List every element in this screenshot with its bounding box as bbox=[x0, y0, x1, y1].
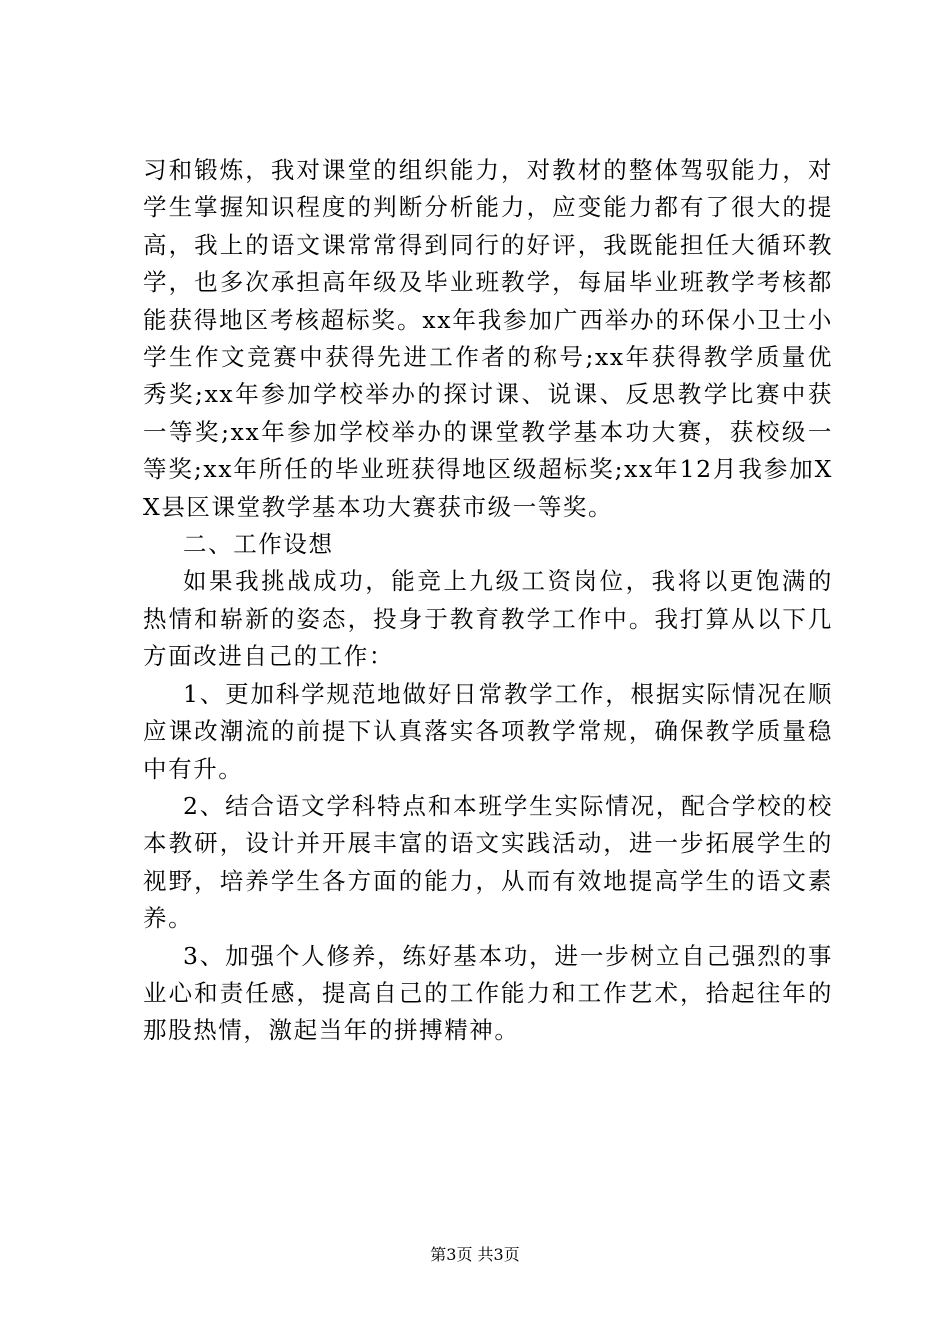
continuation-paragraph: 习和锻炼，我对课堂的组织能力，对教材的整体驾驭能力，对学生掌握知识程度的判断分析能力，应变能力都有了很大的提高，我上的语文课常常得到同行的好评，我既能担任大循环教学，也多次承担高年级及毕业班教学，每届毕业班教学考核都能获得地区考核超标奖。xx年我参加广西举办的环保小卫士小学生作文竞赛中获得先进工作者的称号;xx年获得教学质量优秀奖;xx年参加学校举办的探讨课、说课、反思教学比赛中获一等奖;xx年参加学校举办的课堂教学基本功大赛，获校级一等奖;xx年所任的毕业班获得地区级超标奖;xx年12月我参加XX县区课堂教学基本功大赛获市级一等奖。 bbox=[143, 156, 833, 521]
page-number-footer: 第3页 共3页 bbox=[430, 1245, 520, 1264]
plan-item-1: 1、更加科学规范地做好日常教学工作，根据实际情况在顺应课改潮流的前提下认真落实各项教学常规，确保教学质量稳中有升。 bbox=[143, 679, 833, 783]
intro-paragraph: 如果我挑战成功，能竞上九级工资岗位，我将以更饱满的热情和崭新的姿态，投身于教育教学工作中。我打算从以下几方面改进自己的工作： bbox=[143, 567, 833, 671]
section-heading: 二、工作设想 bbox=[183, 530, 334, 559]
plan-item-2: 2、结合语文学科特点和本班学生实际情况，配合学校的校本教研，设计并开展丰富的语文实践活动，进一步拓展学生的视野，培养学生各方面的能力，从而有效地提高学生的语文素养。 bbox=[143, 791, 833, 933]
document-body bbox=[143, 152, 833, 1050]
plan-item-3: 3、加强个人修养，练好基本功，进一步树立自己强烈的事业心和责任感，提高自己的工作能力和工作艺术，拾起往年的那股热情，激起当年的拼搏精神。 bbox=[143, 941, 833, 1045]
